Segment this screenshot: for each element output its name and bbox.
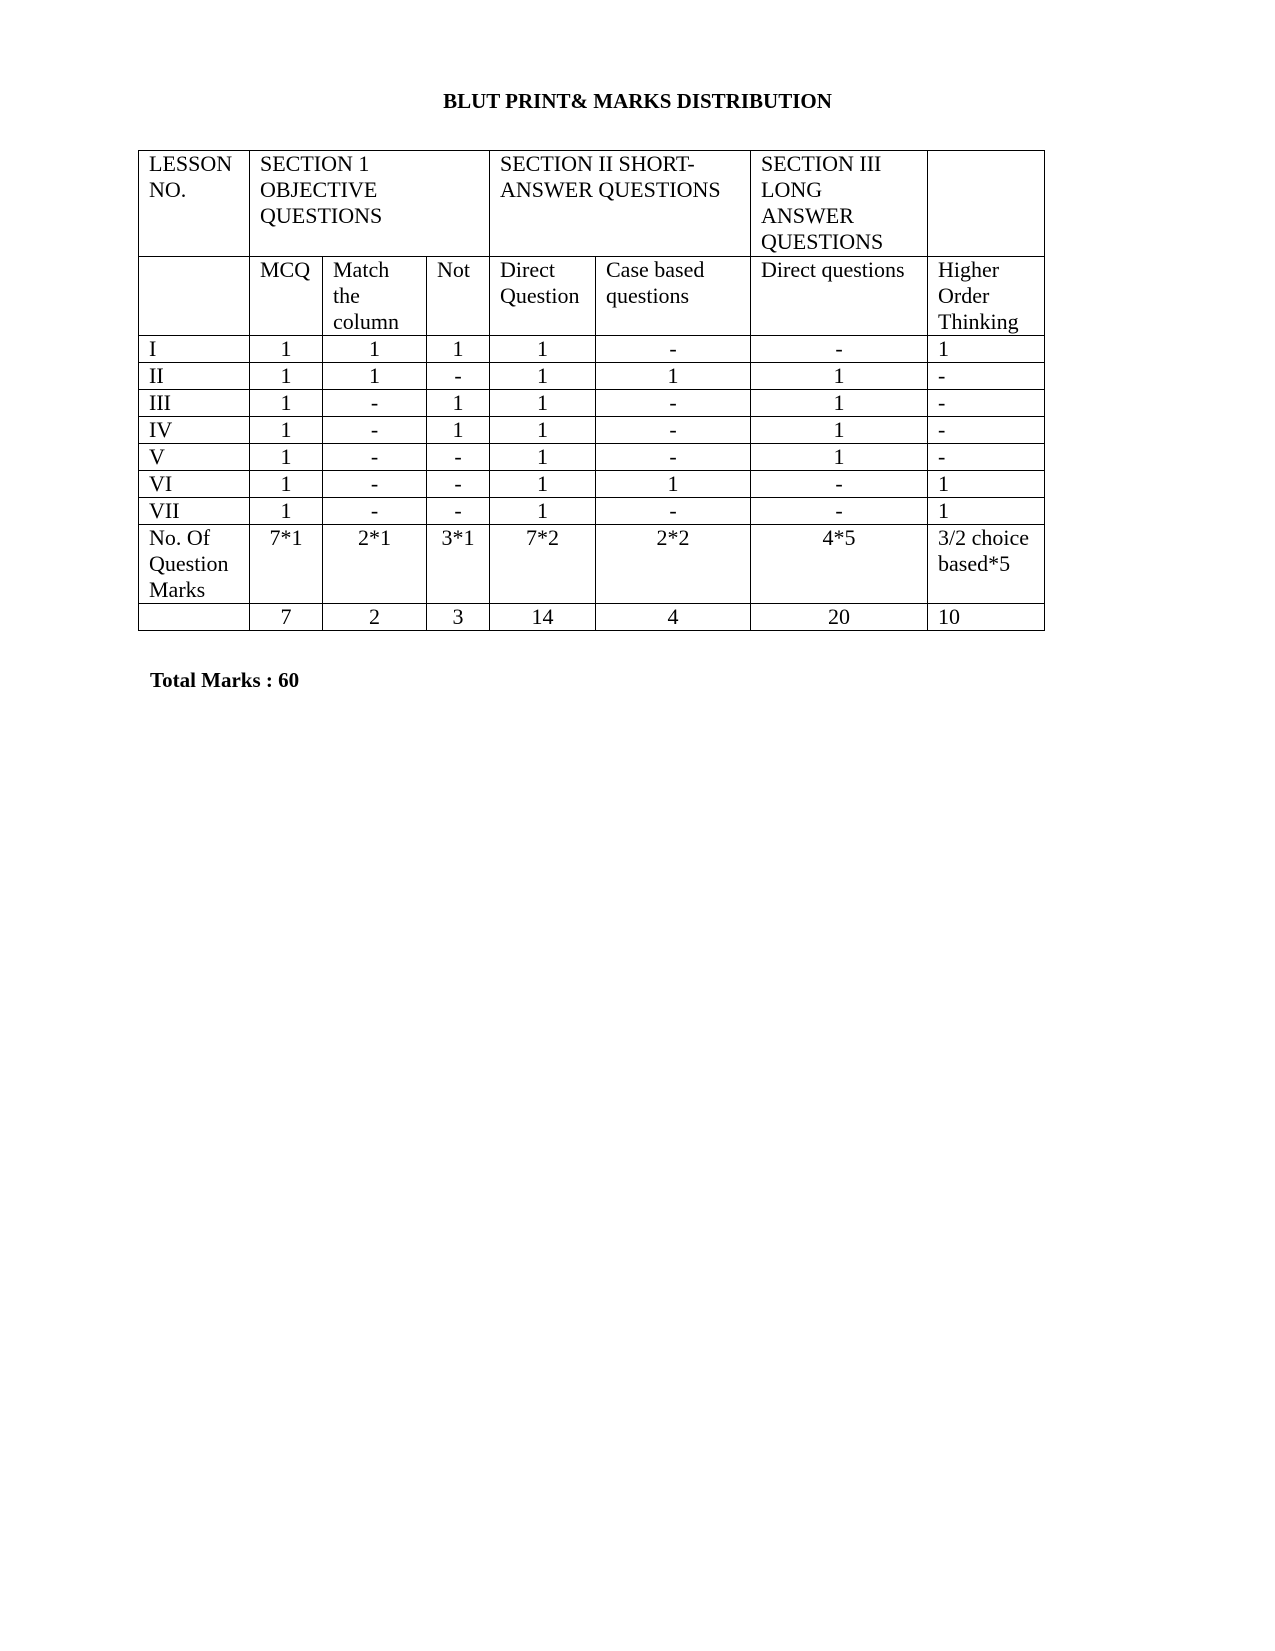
case-based-cell: 1 xyxy=(596,471,751,498)
case-based-cell: 1 xyxy=(596,363,751,390)
subheader-direct-questions: Direct questions xyxy=(751,257,928,336)
long-answer-cell: 1 xyxy=(751,390,928,417)
long-answer-cell: - xyxy=(751,471,928,498)
table-row xyxy=(139,336,1045,363)
header-section-2: SECTION II SHORT- ANSWER QUESTIONS xyxy=(490,151,751,257)
subheader-case-based: Case based questions xyxy=(596,257,751,336)
match-total-cell: 2 xyxy=(323,604,427,631)
table-row xyxy=(139,444,1045,471)
case-based-marks-cell: 2*2 xyxy=(596,525,751,604)
higher-order-cell: - xyxy=(928,390,1045,417)
direct-question-cell: 1 xyxy=(490,471,596,498)
case-based-cell: - xyxy=(596,417,751,444)
subheader-higher-order-thinking: Higher Order Thinking xyxy=(928,257,1045,336)
table-row xyxy=(139,390,1045,417)
higher-order-cell: 1 xyxy=(928,498,1045,525)
case-based-cell: - xyxy=(596,336,751,363)
header-blank xyxy=(928,151,1045,257)
lesson-cell: III xyxy=(139,390,250,417)
table-row xyxy=(139,471,1045,498)
table-row xyxy=(139,363,1045,390)
match-cell: - xyxy=(323,444,427,471)
direct-question-cell: 1 xyxy=(490,498,596,525)
lesson-cell: VI xyxy=(139,471,250,498)
not-cell: - xyxy=(427,444,490,471)
long-answer-cell: 1 xyxy=(751,444,928,471)
table-row xyxy=(139,498,1045,525)
mcq-cell: 1 xyxy=(250,498,323,525)
case-based-cell: - xyxy=(596,390,751,417)
long-answer-cell: 1 xyxy=(751,363,928,390)
long-answer-cell: - xyxy=(751,498,928,525)
section-header-row xyxy=(139,151,1045,257)
mcq-cell: 1 xyxy=(250,390,323,417)
long-answer-total-cell: 20 xyxy=(751,604,928,631)
match-cell: - xyxy=(323,390,427,417)
table-row xyxy=(139,417,1045,444)
mcq-cell: 1 xyxy=(250,336,323,363)
case-based-cell: - xyxy=(596,444,751,471)
totals-row xyxy=(139,604,1045,631)
subheader-direct-question: Direct Question xyxy=(490,257,596,336)
match-cell: - xyxy=(323,471,427,498)
not-cell: - xyxy=(427,471,490,498)
case-based-cell: - xyxy=(596,498,751,525)
header-lesson-no: LESSON NO. xyxy=(139,151,250,257)
case-based-total-cell: 4 xyxy=(596,604,751,631)
mcq-marks-cell: 7*1 xyxy=(250,525,323,604)
page-title: BLUT PRINT& MARKS DISTRIBUTION xyxy=(443,89,832,113)
not-cell: 1 xyxy=(427,390,490,417)
subheader-row xyxy=(139,257,1045,336)
mcq-cell: 1 xyxy=(250,417,323,444)
higher-order-cell: - xyxy=(928,363,1045,390)
long-answer-cell: - xyxy=(751,336,928,363)
direct-question-cell: 1 xyxy=(490,336,596,363)
higher-order-cell: - xyxy=(928,444,1045,471)
mcq-cell: 1 xyxy=(250,471,323,498)
higher-order-total-cell: 10 xyxy=(928,604,1045,631)
match-marks-cell: 2*1 xyxy=(323,525,427,604)
subheader-blank xyxy=(139,257,250,336)
lesson-cell: I xyxy=(139,336,250,363)
direct-question-cell: 1 xyxy=(490,363,596,390)
lesson-cell: V xyxy=(139,444,250,471)
long-answer-cell: 1 xyxy=(751,417,928,444)
higher-order-cell: - xyxy=(928,417,1045,444)
subheader-not: Not xyxy=(427,257,490,336)
question-marks-label: No. Of Question Marks xyxy=(139,525,250,604)
higher-order-marks-cell: 3/2 choice based*5 xyxy=(928,525,1045,604)
not-cell: - xyxy=(427,363,490,390)
total-marks: Total Marks : 60 xyxy=(150,668,300,692)
not-marks-cell: 3*1 xyxy=(427,525,490,604)
direct-question-total-cell: 14 xyxy=(490,604,596,631)
question-marks-row xyxy=(139,525,1045,604)
match-cell: 1 xyxy=(323,336,427,363)
subheader-match-the-column: Match the column xyxy=(323,257,427,336)
header-section-3: SECTION III LONG ANSWER QUESTIONS xyxy=(751,151,928,257)
lesson-cell: IV xyxy=(139,417,250,444)
not-cell: 1 xyxy=(427,336,490,363)
header-section-1: SECTION 1 OBJECTIVE QUESTIONS xyxy=(250,151,490,257)
match-cell: - xyxy=(323,498,427,525)
higher-order-cell: 1 xyxy=(928,471,1045,498)
direct-question-cell: 1 xyxy=(490,444,596,471)
marks-distribution-table xyxy=(138,150,1045,631)
long-answer-marks-cell: 4*5 xyxy=(751,525,928,604)
totals-label xyxy=(139,604,250,631)
mcq-total-cell: 7 xyxy=(250,604,323,631)
subheader-mcq: MCQ xyxy=(250,257,323,336)
not-total-cell: 3 xyxy=(427,604,490,631)
match-cell: - xyxy=(323,417,427,444)
not-cell: 1 xyxy=(427,417,490,444)
mcq-cell: 1 xyxy=(250,363,323,390)
not-cell: - xyxy=(427,498,490,525)
direct-question-cell: 1 xyxy=(490,390,596,417)
lesson-cell: II xyxy=(139,363,250,390)
match-cell: 1 xyxy=(323,363,427,390)
direct-question-marks-cell: 7*2 xyxy=(490,525,596,604)
mcq-cell: 1 xyxy=(250,444,323,471)
direct-question-cell: 1 xyxy=(490,417,596,444)
higher-order-cell: 1 xyxy=(928,336,1045,363)
lesson-cell: VII xyxy=(139,498,250,525)
